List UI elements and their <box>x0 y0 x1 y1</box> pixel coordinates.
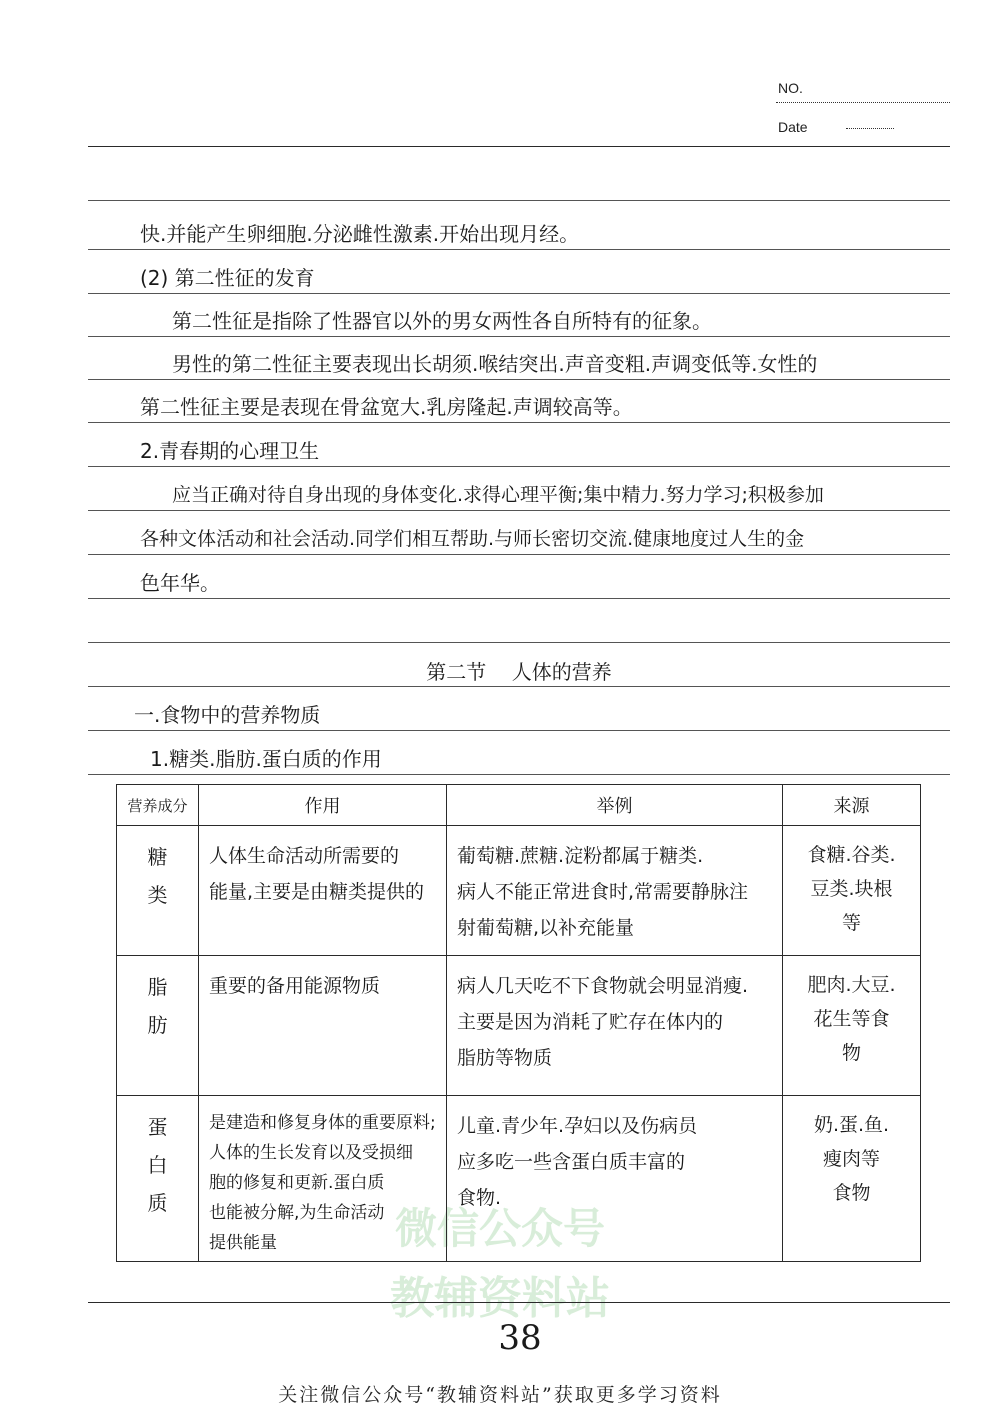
text-line: 色年华。 <box>140 571 220 595</box>
example-cell: 葡萄糖.蔗糖.淀粉都属于糖类. 病人不能正常进食时,常需要静脉注 射葡萄糖,以补充能量 <box>447 826 783 956</box>
nutrient-name: 糖 类 <box>117 826 199 956</box>
date-dotted-line <box>846 128 894 129</box>
no-label: NO. <box>778 80 803 96</box>
watermark-line-1: 微信公众号 <box>394 1204 605 1253</box>
table-row <box>117 826 921 956</box>
function-cell: 人体生命活动所需要的 能量,主要是由糖类提供的 <box>199 826 447 956</box>
function-cell: 重要的备用能源物质 <box>199 956 447 1096</box>
page-number: 38 <box>498 1318 542 1358</box>
heading-2: 1.糖类.脂肪.蛋白质的作用 <box>150 747 382 771</box>
text-line: 应当正确对待自身出现的身体变化.求得心理平衡;集中精力.努力学习;积极参加 <box>172 484 824 506</box>
bottom-rule <box>88 1302 950 1303</box>
column-header: 营养成分 <box>117 785 199 826</box>
source-cell: 奶.蛋.鱼. 瘦肉等 食物 <box>783 1096 921 1262</box>
table-row <box>117 1096 921 1262</box>
text-line: 快.并能产生卵细胞.分泌雌性激素.开始出现月经。 <box>140 222 580 246</box>
margin-rule <box>88 200 950 201</box>
watermark-line-2: 教辅资料站 <box>390 1273 610 1324</box>
heading-1: 一.食物中的营养物质 <box>134 703 321 727</box>
text-line: 男性的第二性征主要表现出长胡须.喉结突出.声音变粗.声调变低等.女性的 <box>172 352 818 376</box>
function-cell: 是建造和修复身体的重要原料; 人体的生长发育以及受损细 胞的修复和更新.蛋白质 也能被分解,为生命活动 提供能量 <box>199 1096 447 1262</box>
column-header: 来源 <box>783 785 921 826</box>
source-cell: 食糖.谷类. 豆类.块根 等 <box>783 826 921 956</box>
no-dotted-line <box>776 102 950 103</box>
ruled-line <box>88 642 950 643</box>
nutrients-table <box>116 784 921 1262</box>
table-row <box>117 956 921 1096</box>
subheading: 2.青春期的心理卫生 <box>140 439 320 463</box>
column-header: 举例 <box>447 785 783 826</box>
example-cell: 病人几天吃不下食物就会明显消瘦. 主要是因为消耗了贮存在体内的 脂肪等物质 <box>447 956 783 1096</box>
text-line: 第二性征是指除了性器官以外的男女两性各自所特有的征象。 <box>172 309 712 333</box>
column-header: 作用 <box>199 785 447 826</box>
text-line: 各种文体活动和社会活动.同学们相互帮助.与师长密切交流.健康地度过人生的金 <box>140 528 805 550</box>
text-line: 第二性征主要是表现在骨盆宽大.乳房隆起.声调较高等。 <box>140 395 633 419</box>
section-title: 第二节 人体的营养 <box>426 660 612 684</box>
nutrient-name: 脂 肪 <box>117 956 199 1096</box>
subheading: (2) 第二性征的发育 <box>140 266 315 290</box>
example-cell: 儿童.青少年.孕妇以及伤病员 应多吃一些含蛋白质丰富的 食物. <box>447 1096 783 1262</box>
nutrient-name: 蛋 白 质 <box>117 1096 199 1262</box>
header-rule <box>88 146 950 147</box>
source-cell: 肥肉.大豆. 花生等食 物 <box>783 956 921 1096</box>
footer-note: 关注微信公众号“教辅资料站”获取更多学习资料 <box>278 1384 722 1406</box>
table-header-row <box>117 785 921 826</box>
date-label: Date <box>778 119 808 135</box>
